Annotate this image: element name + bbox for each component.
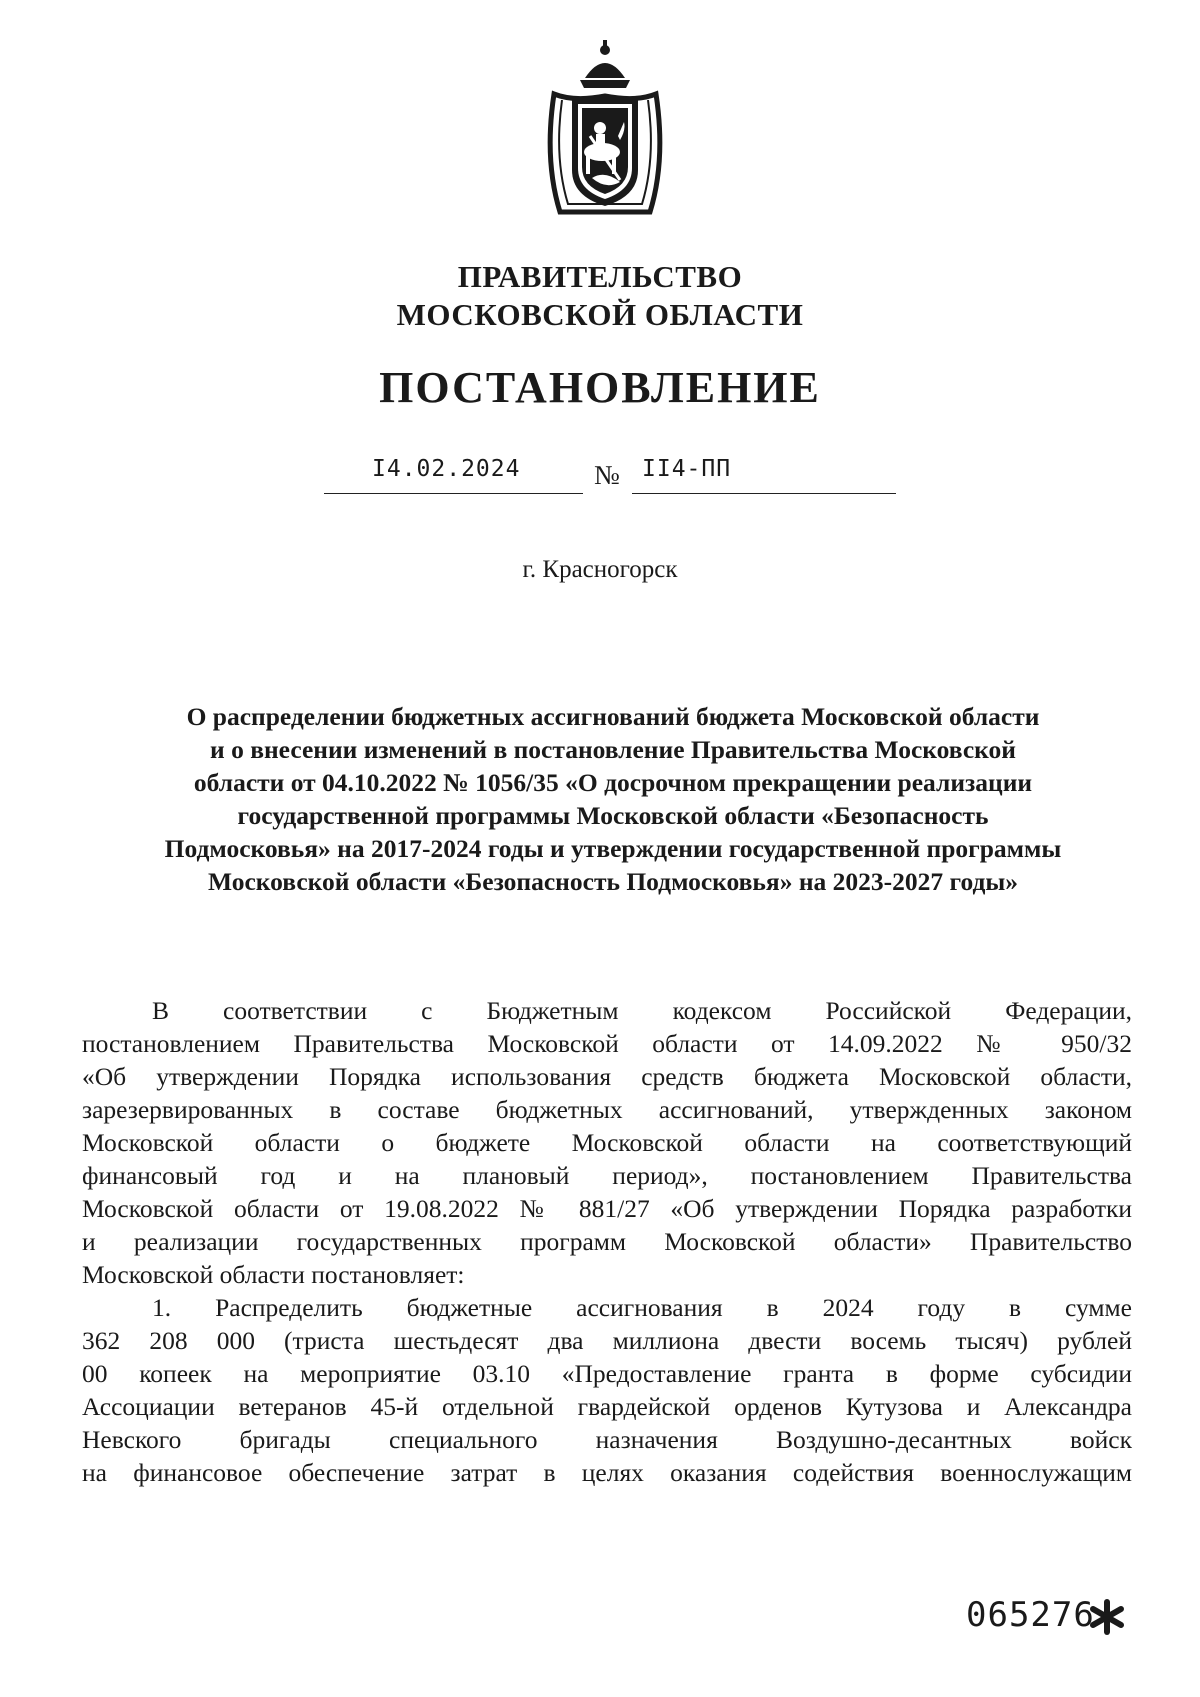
document-date: I4.02.2024: [372, 456, 521, 482]
document-body: [82, 994, 1132, 1489]
number-sign: №: [594, 460, 620, 490]
subject-line: О распределении бюджетных ассигнований бюджета Московской области: [186, 702, 1040, 731]
document-number: II4-ПП: [642, 456, 732, 482]
body-line: Московской области о бюджете Московской области на соответствующий: [82, 1128, 1132, 1157]
body-line: зарезервированных в составе бюджетных ассигнований, утвержденных законом: [82, 1095, 1132, 1124]
document-subject: [88, 700, 1138, 898]
subject-line: Московской области «Безопасность Подмосковья» на 2023-2027 годы»: [207, 867, 1019, 896]
government-name-line-1: ПРАВИТЕЛЬСТВО: [457, 259, 743, 294]
body-line: Московской области постановляет:: [82, 1260, 465, 1289]
subject-line: государственной программы Московской области «Безопасность: [237, 801, 989, 830]
body-line: финансовый год и на плановый период», постановлением Правительства: [82, 1161, 1132, 1190]
coat-of-arms-icon: [540, 40, 670, 220]
body-line: Московской области от 19.08.2022 № 881/27 «Об утверждении Порядка разработки: [82, 1194, 1132, 1223]
body-line: «Об утверждении Порядка использования средств бюджета Московской области,: [82, 1062, 1132, 1091]
subject-line: области от 04.10.2022 № 1056/35 «О досрочном прекращении реализации: [193, 768, 1033, 797]
subject-line: Подмосковья» на 2017-2024 годы и утверждении государственной программы: [164, 834, 1062, 863]
body-line: 362 208 000 (триста шестьдесят два миллиона двести восемь тысяч) рублей: [82, 1326, 1132, 1355]
serial-number: 065276: [966, 1595, 1095, 1635]
government-name-line-2: МОСКОВСКОЙ ОБЛАСТИ: [396, 297, 804, 332]
body-line: 00 копеек на мероприятие 03.10 «Предоставление гранта в форме субсидии: [82, 1359, 1132, 1388]
body-line: на финансовое обеспечение затрат в целях оказания содействия военнослужащим: [82, 1458, 1132, 1487]
body-line: Невского бригады специального назначения Воздушно-десантных войск: [82, 1425, 1132, 1454]
asterisk-icon: [1088, 1598, 1126, 1636]
body-line: постановлением Правительства Московской области от 14.09.2022 № 950/32: [82, 1029, 1132, 1058]
body-line: и реализации государственных программ Московской области» Правительство: [82, 1227, 1132, 1256]
subject-line: и о внесении изменений в постановление Правительства Московской: [210, 735, 1016, 764]
body-line: В соответствии с Бюджетным кодексом Российской Федерации,: [152, 996, 1132, 1025]
document-type-title: ПОСТАНОВЛЕНИЕ: [379, 363, 821, 412]
body-line: Ассоциации ветеранов 45-й отдельной гвардейской орденов Кутузова и Александра: [82, 1392, 1132, 1421]
body-line: 1. Распределить бюджетные ассигнования в 2024 году в сумме: [152, 1293, 1132, 1322]
city-name: г. Красногорск: [522, 556, 678, 583]
